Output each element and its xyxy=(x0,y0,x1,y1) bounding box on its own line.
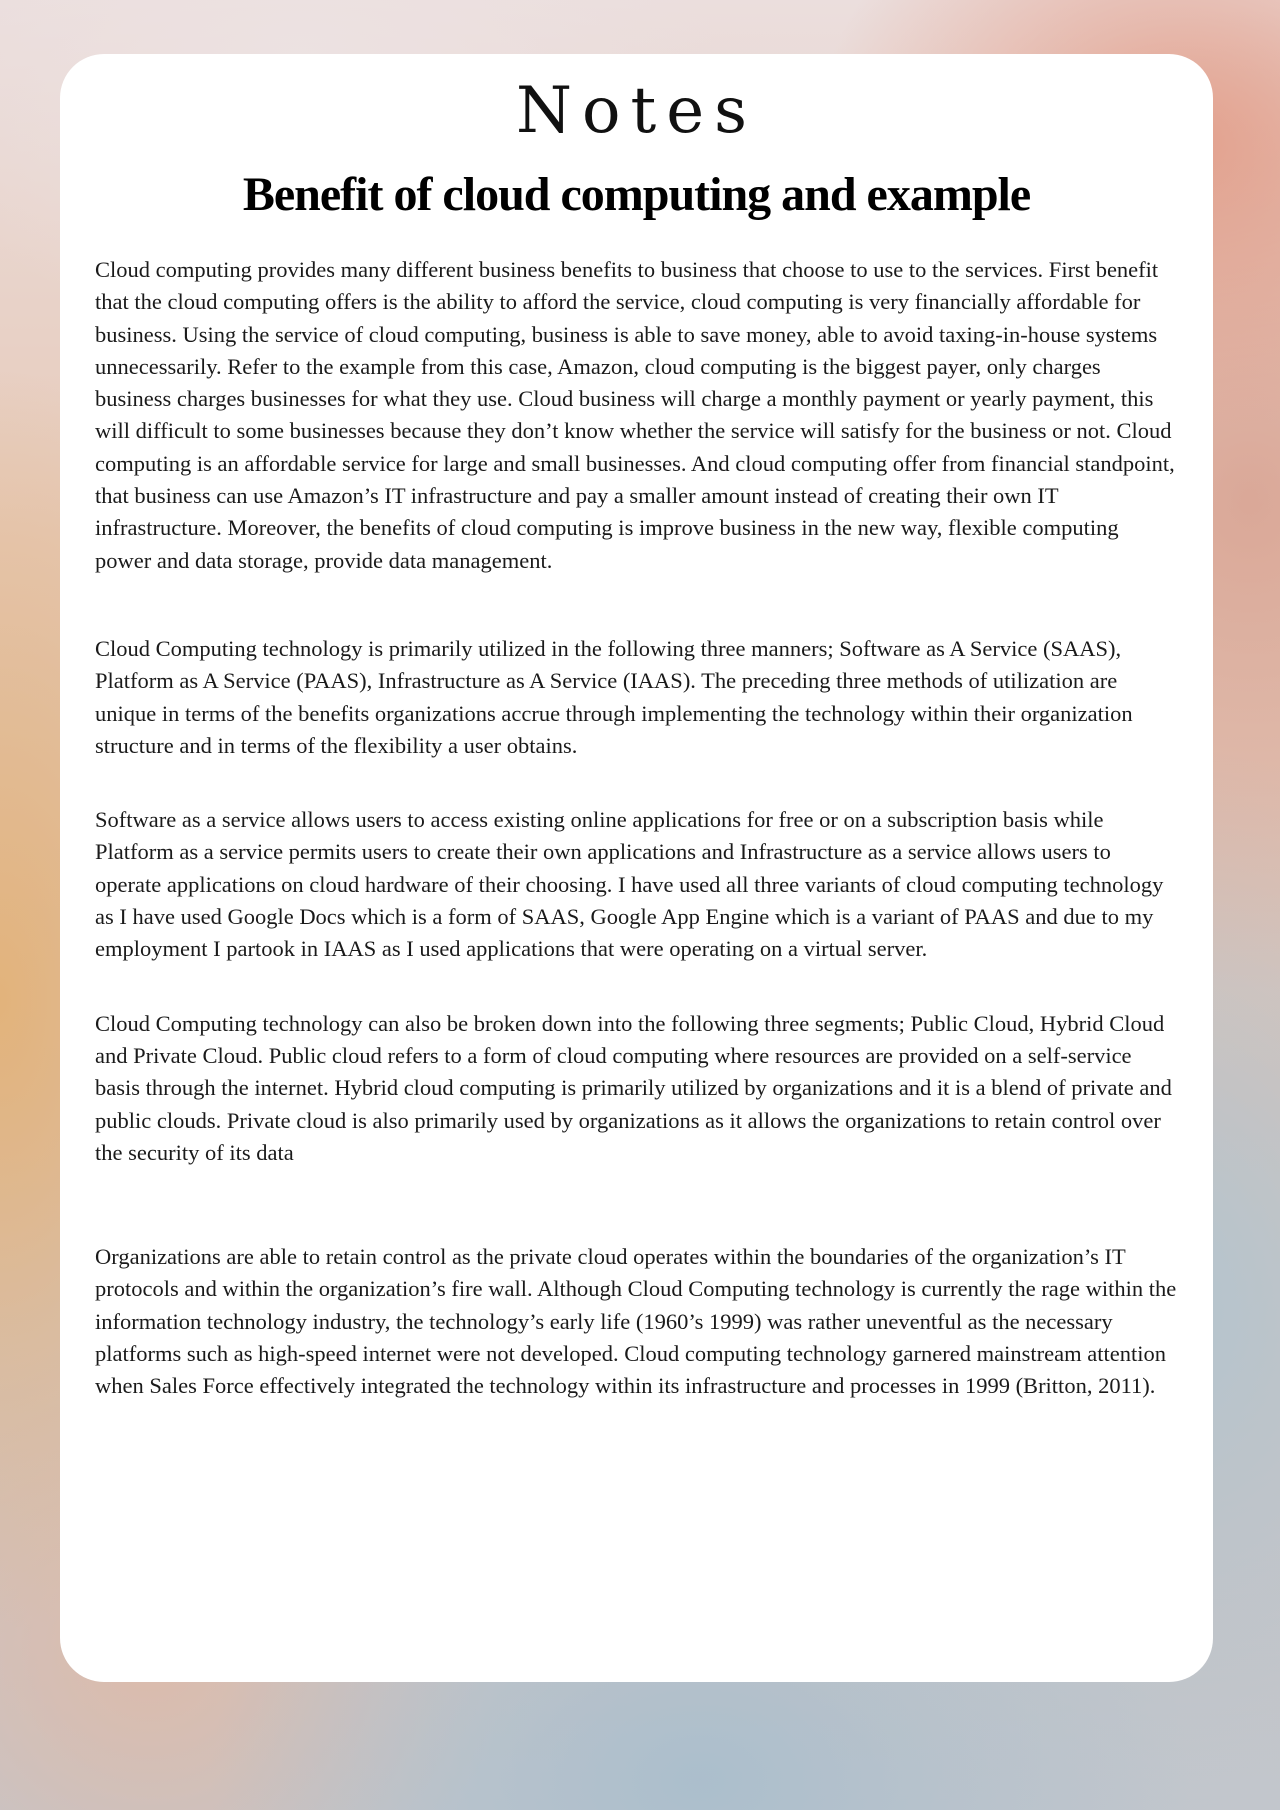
page-subtitle: Benefit of cloud computing and example xyxy=(242,168,1031,222)
paragraph-deployment-segments: Cloud Computing technology can also be broken down into the following three segments; Public Cloud, Hybrid Cloud and Private Cloud. Public cloud refers to a form of cloud computing where resources are provided on a self-service basis through the internet. Hybrid cloud computing is primarily utilized by organizations and it is a blend of private and public clouds. Private cloud is also primarily used by organizations as it allows the organizations to retain control over the security of its data xyxy=(95,1010,1172,1165)
paragraph-service-models: Cloud Computing technology is primarily utilized in the following three manners; Software as A Service (SAAS), Platform as A Service (PAAS), Infrastructure as A Service (IAAS). The preceding three methods of utilization are unique in terms of the benefits organizations accrue through implementing the technology within their organization structure and in terms of the flexibility a user obtains. xyxy=(95,635,1133,758)
page-title: Notes xyxy=(516,74,757,148)
paragraph-service-usage: Software as a service allows users to access existing online applications for free or on a subscription basis while Platform as a service permits users to create their own applications and Infrastructure as a service allows users to operate applications on cloud hardware of their choosing. I have used all three variants of cloud computing technology as I have used Google Docs which is a form of SAAS, Google App Engine which is a variant of PAAS and due to my employment I partook in IAAS as I used applications that were operating on a virtual server. xyxy=(95,807,1164,962)
notes-card xyxy=(60,54,1213,1682)
paragraph-benefits: Cloud computing provides many different business benefits to business that choose to use to the services. First benefit that the cloud computing offers is the ability to afford the service, cloud computing is very financially affordable for business. Using the service of cloud computing, business is able to save money, able to avoid taxing-in-house systems unnecessarily. Refer to the example from this case, Amazon, cloud computing is the biggest payer, only charges business charges businesses for what they use. Cloud business will charge a monthly payment or yearly payment, this will difficult to some businesses because they don’t know whether the service will satisfy for the business or not. Cloud computing is an affordable service for large and small businesses. And cloud computing offer from financial standpoint, that business can use Amazon’s IT infrastructure and pay a smaller amount instead of creating their own IT infrastructure. Moreover, the benefits of cloud computing is improve business in the new way, flexible computing power and data storage, provide data management. xyxy=(95,256,1175,573)
paragraph-history: Organizations are able to retain control as the private cloud operates within the boundaries of the organization’s IT protocols and within the organization’s fire wall. Although Cloud Computing technology is currently the rage within the information technology industry, the technology’s early life (1960’s 1999) was rather uneventful as the necessary platforms such as high-speed internet were not developed. Cloud computing technology garnered mainstream attention when Sales Force effectively integrated the technology within its infrastructure and processes in 1999 (Britton, 2011). xyxy=(95,1244,1177,1399)
